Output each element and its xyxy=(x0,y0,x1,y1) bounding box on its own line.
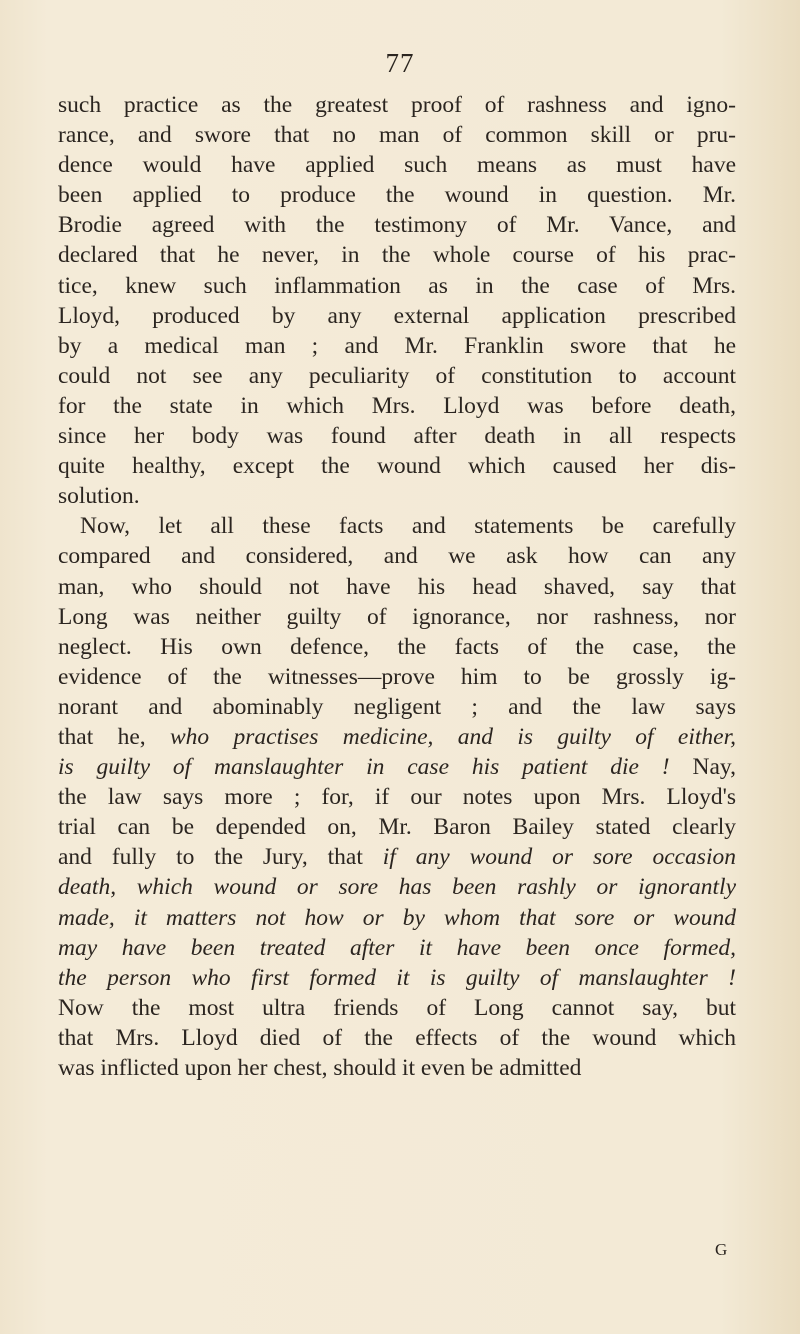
text-segment: Nay, xyxy=(669,754,736,781)
text-line xyxy=(58,993,736,1023)
italic-text-segment: may have been treated after it have been once formed, xyxy=(58,934,736,961)
text-segment: by a medical man ; and Mr. Franklin swore that he xyxy=(58,332,736,359)
italic-text-segment: made, it matters not how or by whom that sore or wound xyxy=(58,904,736,931)
text-line xyxy=(58,752,736,782)
text-segment: could not see any peculiarity of constitution to account xyxy=(58,362,736,389)
italic-text-segment: is guilty of manslaughter in case his patient die ! xyxy=(58,754,670,781)
italic-text-segment: death, which wound or sore has been rashly or ignorantly xyxy=(58,874,736,901)
text-segment: tice, knew such inflammation as in the case of Mrs. xyxy=(58,272,736,299)
page-number: 77 xyxy=(385,48,415,78)
text-segment: Long was neither guilty of ignorance, nor rashness, nor xyxy=(58,603,736,630)
text-segment: trial can be depended on, Mr. Baron Bailey stated clearly xyxy=(58,814,736,841)
text-line xyxy=(58,662,736,692)
text-line xyxy=(58,210,736,240)
text-segment: was inflicted upon her chest, should it even be admitted xyxy=(58,1055,582,1081)
text-segment: since her body was found after death in all respects xyxy=(58,423,736,450)
text-line xyxy=(58,782,736,812)
text-segment: rance, and swore that no man of common skill or pru- xyxy=(58,122,736,149)
text-line xyxy=(58,451,736,481)
text-line xyxy=(58,963,736,993)
text-segment: that he, xyxy=(58,723,170,750)
text-line xyxy=(58,361,736,391)
text-line xyxy=(58,421,736,451)
text-line xyxy=(58,391,736,421)
text-line xyxy=(58,511,736,541)
text-segment: for the state in which Mrs. Lloyd was before death, xyxy=(58,392,736,419)
text-segment: quite healthy, except the wound which caused her dis- xyxy=(58,453,736,480)
body-text xyxy=(58,90,736,1083)
text-line xyxy=(58,903,736,933)
text-segment: Now, let all these facts and statements be carefully xyxy=(80,513,736,540)
signature-mark: G xyxy=(715,1240,729,1259)
text-line xyxy=(58,331,736,361)
text-segment: solution. xyxy=(58,483,140,510)
italic-text-segment: the person who first formed it is guilty of manslaughter ! xyxy=(58,964,736,991)
text-segment: such practice as the greatest proof of rashness and igno- xyxy=(58,92,736,118)
text-line xyxy=(58,812,736,842)
text-line xyxy=(58,271,736,301)
text-line xyxy=(58,842,736,872)
text-line xyxy=(58,1053,736,1083)
text-line xyxy=(58,632,736,662)
text-line xyxy=(58,150,736,180)
text-segment: been applied to produce the wound in question. Mr. xyxy=(58,182,736,209)
text-segment: Brodie agreed with the testimony of Mr. Vance, and xyxy=(58,212,736,239)
text-segment: declared that he never, in the whole course of his prac- xyxy=(58,242,736,269)
text-segment: neglect. His own defence, the facts of the case, the xyxy=(58,633,736,660)
text-line xyxy=(58,722,736,752)
text-segment: evidence of the witnesses—prove him to be grossly ig- xyxy=(58,663,736,690)
text-segment: the law says more ; for, if our notes upon Mrs. Lloyd's xyxy=(58,784,736,811)
text-segment: compared and considered, and we ask how can any xyxy=(58,543,736,570)
text-line xyxy=(58,301,736,331)
text-line xyxy=(58,1023,736,1053)
text-line xyxy=(58,572,736,602)
text-line xyxy=(58,933,736,963)
italic-text-segment: who practises medicine, and is guilty of either, xyxy=(170,723,736,750)
text-line xyxy=(58,481,736,511)
text-line xyxy=(58,602,736,632)
text-segment: Now the most ultra friends of Long cannot say, but xyxy=(58,994,736,1021)
text-segment: norant and abominably negligent ; and the law says xyxy=(58,693,736,720)
text-segment: man, who should not have his head shaved, say that xyxy=(58,573,736,600)
text-segment: that Mrs. Lloyd died of the effects of the wound which xyxy=(58,1024,736,1051)
text-segment: and fully to the Jury, that xyxy=(58,844,383,871)
text-line xyxy=(58,692,736,722)
text-line xyxy=(58,240,736,270)
text-line xyxy=(58,180,736,210)
text-line xyxy=(58,872,736,902)
text-segment: dence would have applied such means as must have xyxy=(58,152,736,179)
text-line xyxy=(58,120,736,150)
text-line xyxy=(58,541,736,571)
italic-text-segment: if any wound or sore occasion xyxy=(382,844,736,871)
text-segment: Lloyd, produced by any external application prescribed xyxy=(58,302,736,329)
text-line xyxy=(58,90,736,120)
